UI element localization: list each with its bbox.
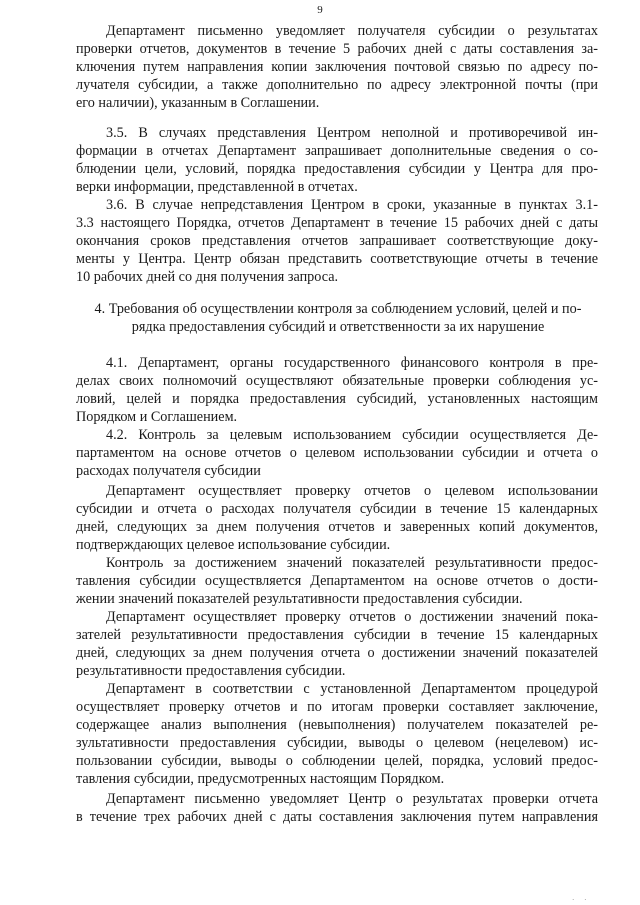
text-line: зультативности предоставления субсидии, выводы о целевом (нецелевом) ис- (76, 735, 598, 751)
text-line: проверки отчетов, документов в течение 5 рабочих дней с даты составления за- (76, 41, 598, 57)
text-line: Департамент письменно уведомляет Центр о результатах проверки отчета (106, 791, 598, 807)
text-line: Департамент осуществляет проверку отчетов о целевом использовании (106, 483, 598, 499)
text-line: его наличии), указанным в Соглашении. (76, 95, 320, 111)
text-line: 10 рабочих дней со дня получения запроса. (76, 269, 339, 285)
text-line: тавления субсидии осуществляется Департаментом на основе отчетов о дости- (76, 573, 598, 589)
text-line: ключения путем направления копии заключения почтовой связью по адресу по- (76, 59, 598, 75)
page-number: 9 (317, 4, 323, 16)
section-heading: 4. Требования об осуществлении контроля за соблюдением условий, целей и по- (94, 301, 582, 317)
text-line: расходах получателя субсидии (76, 463, 261, 479)
text-line: делах своих полномочий осуществляют обязательные проверки соблюдения ус- (76, 373, 598, 389)
text-line: пользовании субсидии, выводы о соблюдении целей, порядка, условий предос- (76, 753, 598, 769)
text-line: содержащее анализ выполнения (невыполнения) получателем показателей ре- (76, 717, 598, 733)
text-line: дней, следующих за днем получения отчета о достижении значений показателей (76, 645, 598, 661)
scan-specks: · · (572, 896, 591, 904)
text-line: Порядком и Соглашением. (76, 409, 238, 425)
text-line: подтверждающих целевое использование субсидии. (76, 537, 391, 553)
text-line: блюдении цели, условий, порядка предоставления субсидии у Центра для про- (76, 161, 598, 177)
text-line: Контроль за достижением значений показателей результативности предос- (106, 555, 598, 571)
text-line: лучателя субсидии, а также дополнительно по адресу электронной почты (при (76, 77, 598, 93)
text-line: Департамент осуществляет проверку отчетов о достижении значений пока- (106, 609, 598, 625)
text-line: осуществляет проверку отчетов и по итогам проверки составляет заключение, (76, 699, 598, 715)
text-line: дней, следующих за днем получения отчетов и заверенных копий документов, (76, 519, 598, 535)
text-line: партаментом на основе отчетов о целевом использовании субсидии и отчета о (76, 445, 598, 461)
text-line: формации в отчетах Департамент запрашивает дополнительные сведения о со- (76, 143, 598, 159)
text-line: менты у Центра. Центр обязан представить соответствующие отчеты в течение (76, 251, 598, 267)
text-line: Департамент письменно уведомляет получателя субсидии о результатах (106, 23, 598, 39)
text-line: результативности предоставления субсидии. (76, 663, 346, 679)
text-line: 4.2. Контроль за целевым использованием субсидии осуществляется Де- (106, 427, 598, 443)
text-line: Департамент в соответствии с установленной Департаментом процедурой (106, 681, 598, 697)
text-line: 4.1. Департамент, органы государственного финансового контроля в пре- (106, 355, 598, 371)
text-line: 3.3 настоящего Порядка, отчетов Департамент в течение 15 рабочих дней с даты (76, 215, 598, 231)
text-line: ловий, целей и порядка предоставления субсидий, установленных настоящим (76, 391, 598, 407)
section-heading: рядка предоставления субсидий и ответственности за их нарушение (131, 319, 545, 335)
text-line: тавления субсидии, предусмотренных настоящим Порядком. (76, 771, 445, 787)
text-line: в течение трех рабочих дней с даты составления заключения путем направления (76, 809, 598, 825)
text-line: субсидии и отчета о расходах получателя субсидии в течение 15 календарных (76, 501, 598, 517)
text-line: окончания сроков представления отчетов запрашивает соответствующие доку- (76, 233, 598, 249)
text-line: 3.6. В случае непредставления Центром в сроки, указанные в пунктах 3.1- (106, 197, 598, 213)
text-line: 3.5. В случаях представления Центром неполной и противоречивой ин- (106, 125, 598, 141)
text-line: зателей результативности предоставления субсидии в течение 15 календарных (76, 627, 598, 643)
text-line: жении значений показателей результативности предоставления субсидии. (76, 591, 523, 607)
text-line: верки информации, представленной в отчетах. (76, 179, 358, 195)
